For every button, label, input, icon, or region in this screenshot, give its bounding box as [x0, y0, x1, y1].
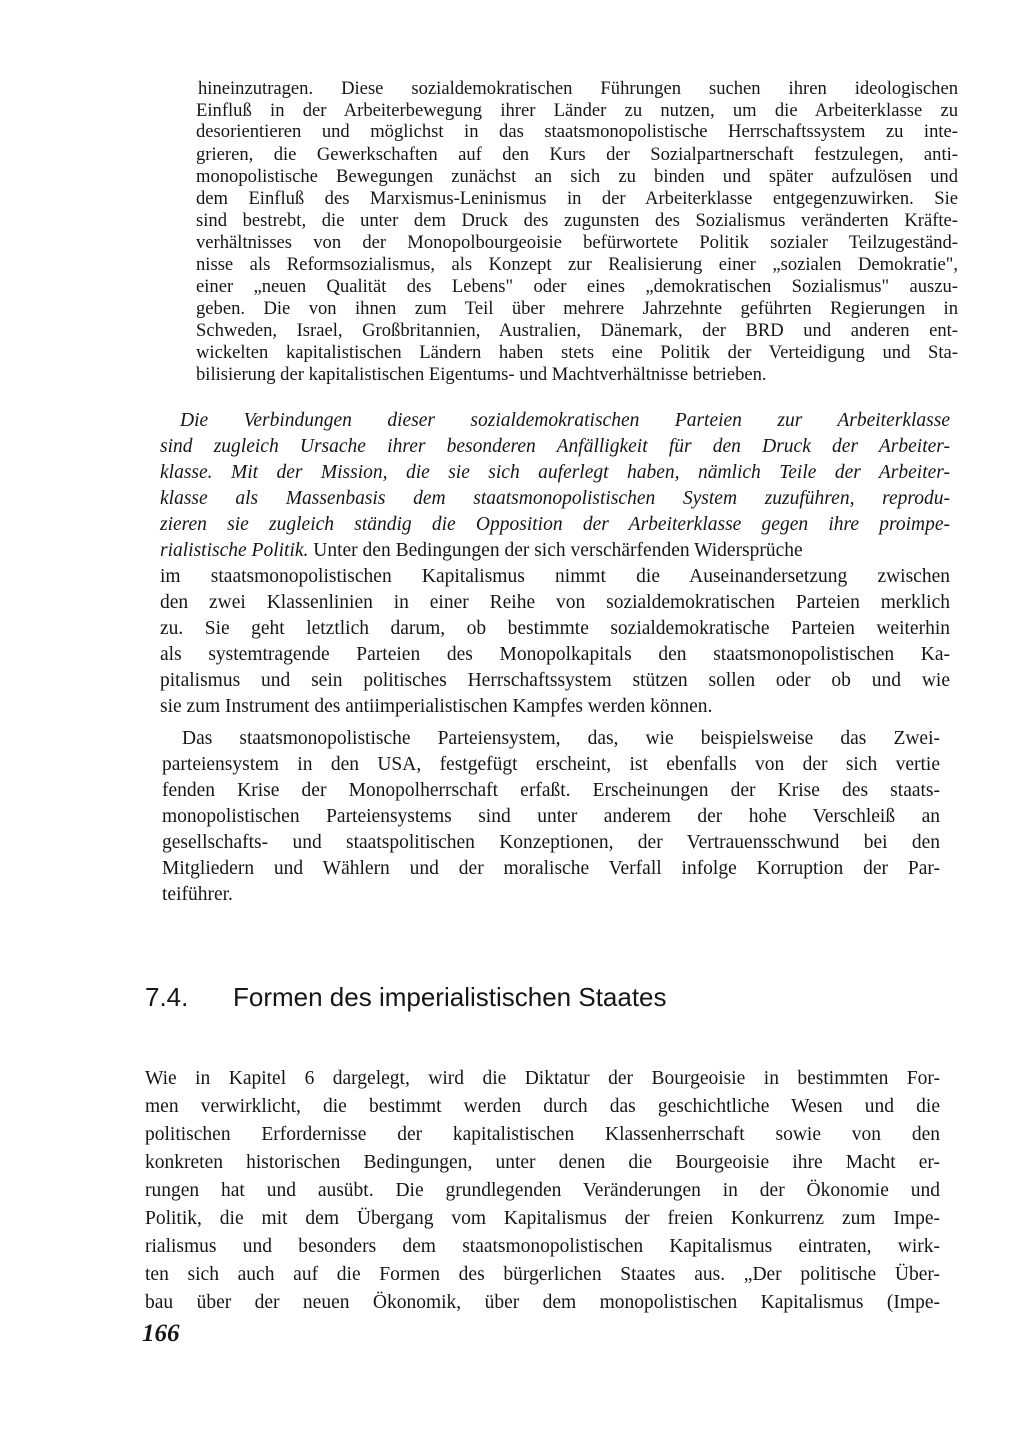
text-line: [160, 540, 950, 562]
text-line: fenden Krise der Monopolherrschaft erfaßt. Erscheinungen der Krise des staats-: [162, 780, 940, 801]
text-line: desorientieren und möglichst in das staatsmonopolistische Herrschaftssystem zu inte-: [196, 121, 958, 142]
text-line: klasse. Mit der Mission, die sie sich auferlegt haben, nämlich Teile der Arbeiter-: [160, 462, 950, 483]
text-line: im staatsmonopolistischen Kapitalismus nimmt die Auseinandersetzung zwischen: [160, 566, 950, 587]
text-line: zu. Sie geht letztlich darum, ob bestimmte sozialdemokratische Parteien weiterhin: [160, 618, 950, 639]
text-line: Mitgliedern und Wählern und der moralische Verfall infolge Korruption der Par-: [162, 858, 940, 879]
section-heading: [145, 982, 667, 1013]
text-line: Einfluß in der Arbeiterbewegung ihrer Länder zu nutzen, um die Arbeiterklasse zu: [196, 100, 958, 121]
text-line: monopolistische Bewegungen zunächst an sich zu binden und später aufzulösen und: [196, 166, 958, 187]
text-line: sie zum Instrument des antiimperialistischen Kampfes werden können.: [160, 696, 713, 717]
text-line: bau über der neuen Ökonomik, über dem monopolistischen Kapitalismus (Impe-: [145, 1292, 940, 1313]
text-line: wickelten kapitalistischen Ländern haben stets eine Politik der Verteidigung und Sta-: [196, 342, 958, 363]
text-line: den zwei Klassenlinien in einer Reihe von sozialdemokratischen Parteien merklich: [160, 592, 950, 613]
text-line: Wie in Kapitel 6 dargelegt, wird die Diktatur der Bourgeoisie in bestimmten For-: [145, 1068, 940, 1089]
text-line: monopolistischen Parteiensystems sind unter anderem der hohe Verschleiß an: [162, 806, 940, 827]
text-line: hineinzutragen. Diese sozialdemokratischen Führungen suchen ihren ideologischen: [198, 78, 958, 99]
text-line: zieren sie zugleich ständig die Opposition der Arbeiterklasse gegen ihre proimpe-: [160, 514, 950, 535]
regular-text: Unter den Bedingungen der sich verschärfenden Widersprüche: [308, 540, 803, 561]
text-line: nisse als Reformsozialismus, als Konzept zur Realisierung einer „sozialen Demokratie",: [196, 254, 958, 275]
text-line: teiführer.: [162, 884, 233, 905]
text-line: sind bestrebt, die unter dem Druck des zugunsten des Sozialismus veränderten Kräfte-: [196, 210, 958, 231]
italic-text: rialistische Politik.: [160, 540, 309, 561]
text-line: grieren, die Gewerkschaften auf den Kurs der Sozialpartnerschaft festzulegen, anti-: [196, 144, 958, 165]
text-line: rungen hat und ausübt. Die grundlegenden Veränderungen in der Ökonomie und: [145, 1180, 940, 1201]
text-line: rialismus und besonders dem staatsmonopolistischen Kapitalismus eintraten, wirk-: [145, 1236, 940, 1257]
text-line: politischen Erfordernisse der kapitalistischen Klassenherrschaft sowie von den: [145, 1124, 940, 1145]
text-line: konkreten historischen Bedingungen, unter denen die Bourgeoisie ihre Macht er-: [145, 1152, 940, 1173]
text-line: Die Verbindungen dieser sozialdemokratischen Parteien zur Arbeiterklasse: [180, 410, 950, 431]
text-line: ten sich auch auf die Formen des bürgerlichen Staates aus. „Der politische Über-: [145, 1264, 940, 1285]
text-line: geben. Die von ihnen zum Teil über mehrere Jahrzehnte geführten Regierungen in: [196, 298, 958, 319]
text-line: Politik, die mit dem Übergang vom Kapitalismus der freien Konkurrenz zum Impe-: [145, 1208, 940, 1229]
text-line: parteiensystem in den USA, festgefügt erscheint, ist ebenfalls von der sich vertie: [162, 754, 940, 775]
page-number: 166: [142, 1320, 180, 1347]
text-line: pitalismus und sein politisches Herrschaftssystem stützen sollen oder ob und wie: [160, 670, 950, 691]
text-line: Schweden, Israel, Großbritannien, Australien, Dänemark, der BRD und anderen ent-: [196, 320, 958, 341]
text-line: Das staatsmonopolistische Parteiensystem, das, wie beispielsweise das Zwei-: [182, 728, 940, 749]
text-line: verhältnisses von der Monopolbourgeoisie befürwortete Politik sozialer Teilzugeständ-: [196, 232, 958, 253]
text-line: bilisierung der kapitalistischen Eigentums- und Machtverhältnisse betrieben.: [196, 364, 767, 385]
text-line: sind zugleich Ursache ihrer besonderen Anfälligkeit für den Druck der Arbeiter-: [160, 436, 950, 457]
text-line: klasse als Massenbasis dem staatsmonopolistischen System zuzuführen, reprodu-: [160, 488, 950, 509]
section-title: Formen des imperialistischen Staates: [233, 982, 667, 1012]
text-line: men verwirklicht, die bestimmt werden durch das geschichtliche Wesen und die: [145, 1096, 940, 1117]
text-line: einer „neuen Qualität des Lebens" oder eines „demokratischen Sozialismus" auszu-: [196, 276, 958, 297]
section-number: 7.4.: [145, 982, 189, 1012]
text-line: gesellschafts- und staatspolitischen Konzeptionen, der Vertrauensschwund bei den: [162, 832, 940, 853]
text-line: als systemtragende Parteien des Monopolkapitals den staatsmonopolistischen Ka-: [160, 644, 950, 665]
text-line: dem Einfluß des Marxismus-Leninismus in der Arbeiterklasse entgegenzuwirken. Sie: [196, 188, 958, 209]
